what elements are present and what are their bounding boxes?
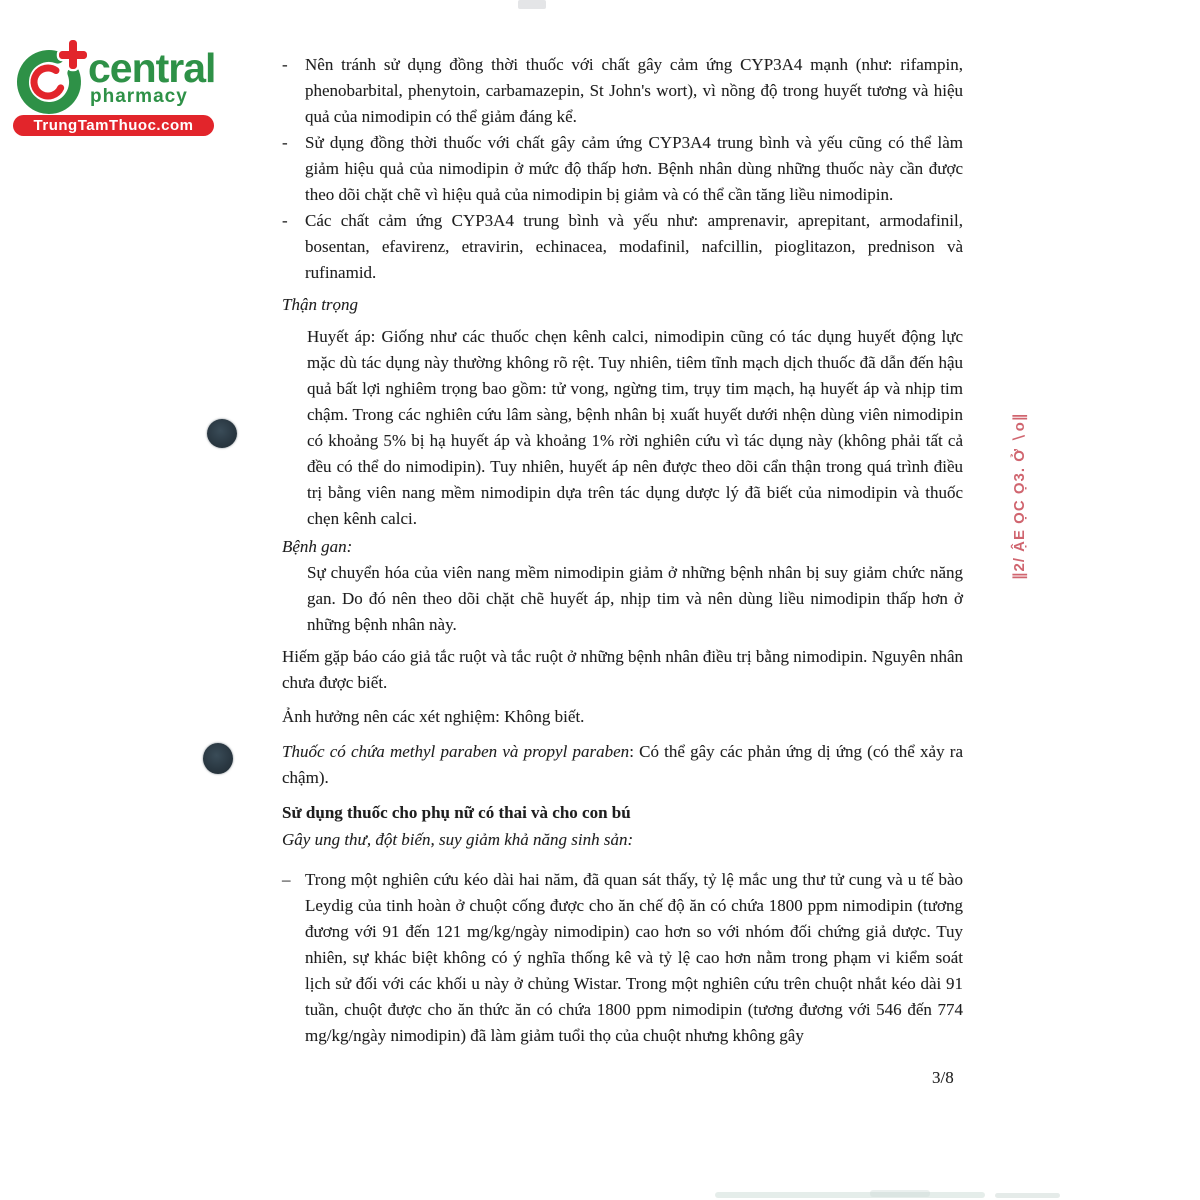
scan-smudge-bottom-2 (870, 1190, 930, 1197)
paragraph-paraben (282, 739, 963, 791)
hole-punch-bottom (203, 743, 233, 774)
central-pharmacy-logo-icon (14, 34, 92, 116)
scan-smudge-bottom-3 (995, 1193, 1060, 1198)
heading-caution: Thận trọng (282, 295, 359, 314)
brand-banner (13, 115, 214, 136)
pharmacy-logo (12, 30, 242, 145)
paragraph-lab-tests: Ảnh hưởng nên các xét nghiệm: Không biết. (282, 707, 585, 726)
red-stamp: ∥2/ ẬE ỌC Ọ3. Ở ∖o∥ (1011, 412, 1028, 580)
bullet-text: Các chất cảm ứng CYP3A4 trung bình và yếu như: amprenavir, aprepitant, armodafinil, bosentan, efavirenz, etravirin, echinacea, modafinil, nafcillin, pioglitazon, prednison và rufinamid. (305, 211, 963, 282)
bullet-item-cyp3a4-strong (282, 52, 963, 130)
scan-smudge-top (518, 0, 546, 9)
bullet-text: Nên tránh sử dụng đồng thời thuốc với chất gây cảm ứng CYP3A4 mạnh (như: rifampin, phenobarbital, phenytoin, carbamazepin, St John's wort), vì nồng độ trong huyết tương và hiệu quả của nimodipin có thể giảm đáng kể. (305, 55, 963, 126)
bullet-item-two-year-study (282, 867, 963, 1049)
paragraph-intestinal-obstruction: Hiếm gặp báo cáo giả tắc ruột và tắc ruột ở những bệnh nhân điều trị bằng nimodipin. Nguyên nhân chưa được biết. (282, 647, 963, 692)
brand-banner-text: TrungTamThuoc.com (33, 117, 194, 134)
bullet-dash: - (282, 55, 288, 74)
heading-pregnancy-lactation: Sử dụng thuốc cho phụ nữ có thai và cho con bú (282, 803, 631, 822)
brand-subtitle: pharmacy (90, 86, 188, 107)
bullet-item-cyp3a4-list (282, 208, 963, 286)
scan-smudge-bottom-1 (715, 1192, 985, 1198)
heading-liver-disease: Bệnh gan: (282, 537, 353, 556)
bullet-dash: – (282, 870, 291, 889)
paragraph-blood-pressure: Huyết áp: Giống như các thuốc chẹn kênh calci, nimodipin cũng có tác dụng huyết động lực mặc dù tác dụng này thường không rõ rệt. Tuy nhiên, tiêm tĩnh mạch dịch thuốc đã dẫn đến hậu quả bất lợi nghiêm trọng bao gồm: tử vong, ngừng tim, trụy tim mạch, hạ huyết áp và nhịp tim chậm. Trong các nghiên cứu lâm sàng, bệnh nhân bị xuất huyết dưới nhện dùng viên nimodipin có khoảng 5% bị hạ huyết áp và khoảng 1% rời nghiên cứu vì tác dụng này (không phải tất cả đều có thể do nimodipin). Tuy nhiên, huyết áp nên được theo dõi cẩn thận trong quá trình điều trị bằng viên nang mềm nimodipin dựa trên tác dụng dược lý đã biết của nimodipin và thuốc chẹn kênh calci. (307, 327, 963, 528)
bullet-dash: - (282, 133, 288, 152)
page-number: 3/8 (932, 1068, 954, 1087)
bullet-item-cyp3a4-moderate (282, 130, 963, 208)
heading-carcinogenesis: Gây ung thư, đột biến, suy giảm khả năng sinh sản: (282, 830, 634, 849)
paragraph-liver-disease: Sự chuyển hóa của viên nang mềm nimodipin giảm ở những bệnh nhân bị suy giảm chức năng gan. Do đó nên theo dõi chặt chẽ huyết áp, nhịp tim và nên dùng liều nimodipin thấp hơn ở những bệnh nhân này. (307, 563, 963, 634)
bullet-dash: - (282, 211, 288, 230)
brand-name: central (88, 45, 216, 91)
document-body (282, 52, 963, 1049)
hole-punch-top (207, 419, 237, 448)
bullet-text: Trong một nghiên cứu kéo dài hai năm, đã quan sát thấy, tỷ lệ mắc ung thư tử cung và u tế bào Leydig của tinh hoàn ở chuột cống được cho ăn chế độ ăn có chứa 1800 ppm nimodipin (tương đương với 91 đến 121 mg/kg/ngày nimodipin) cao hơn so với nhóm đối chứng giả dược. Tuy nhiên, sự khác biệt không có ý nghĩa thống kê và tỷ lệ cao hơn nằm trong phạm vi kiểm soát lịch sử đối với các khối u này ở chủng Wistar. Trong một nghiên cứu trên chuột nhắt kéo dài 91 tuần, chuột được cho ăn thức ăn có chứa 1800 ppm nimodipin (tương đương với 546 đến 774 mg/kg/ngày nimodipin) đã làm giảm tuổi thọ của chuột nhưng không gây (305, 870, 963, 1045)
paragraph-paraben-rest: : Có thể gây các phản ứng dị ứng (có thể xảy ra chậm). (282, 742, 963, 787)
paragraph-paraben-italic: Thuốc có chứa methyl paraben và propyl paraben (282, 742, 630, 761)
bullet-text: Sử dụng đồng thời thuốc với chất gây cảm ứng CYP3A4 trung bình và yếu cũng có thể làm giảm hiệu quả của nimodipin ở mức độ thấp hơn. Bệnh nhân dùng những thuốc này cần được theo dõi chặt chẽ vì hiệu quả của nimodipin bị giảm và có thể cần tăng liều nimodipin. (305, 133, 963, 204)
